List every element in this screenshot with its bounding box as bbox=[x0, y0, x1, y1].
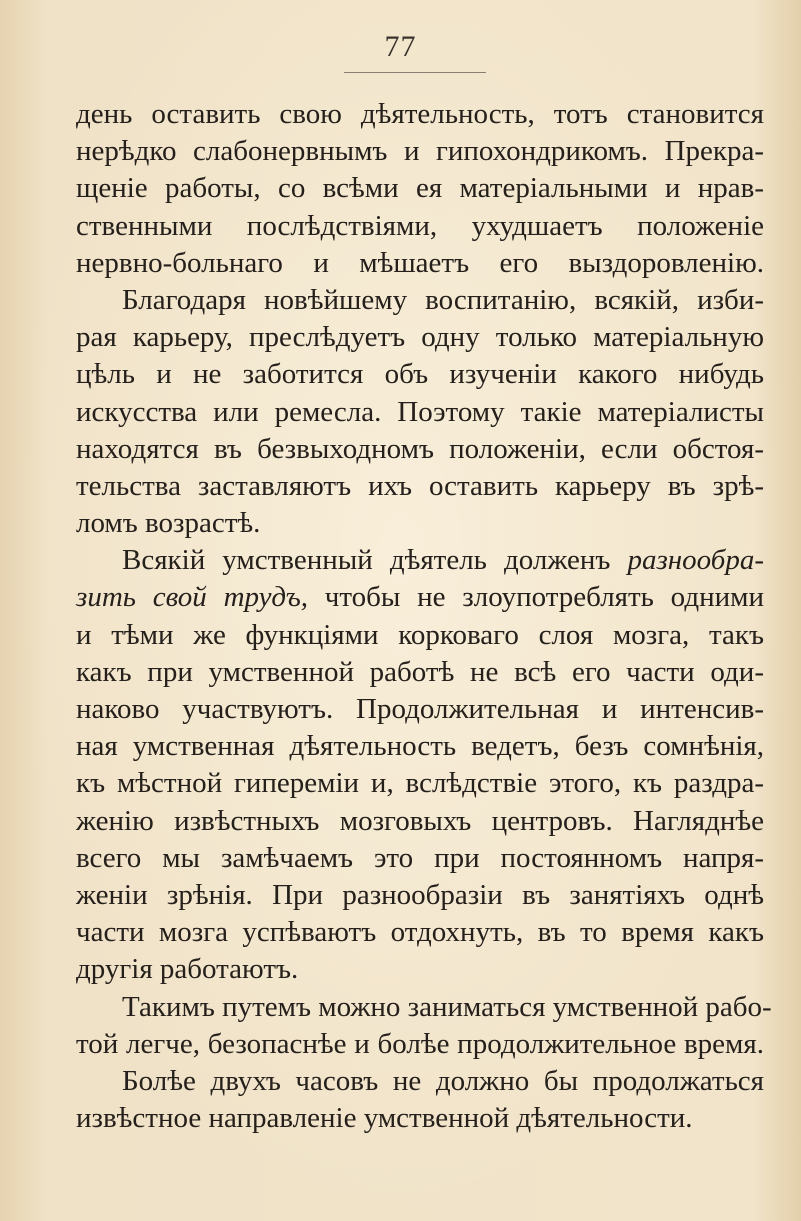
paragraph-first-line bbox=[76, 542, 764, 579]
emphasis-text: зить свой трудъ, bbox=[76, 581, 308, 614]
text-line: цѣль и не заботится объ изученіи какого нибудь bbox=[76, 358, 764, 391]
page-number: 77 bbox=[384, 30, 417, 63]
paragraph-first-line: Болѣе двухъ часовъ не должно бы продолжаться bbox=[122, 1064, 764, 1097]
text-line: другія работаютъ. bbox=[76, 953, 299, 986]
text-line bbox=[76, 579, 764, 616]
header-rule bbox=[344, 72, 486, 73]
text-line: ломъ возрастѣ. bbox=[76, 507, 261, 540]
text-line: женію извѣстныхъ мозговыхъ центровъ. Нагляднѣе bbox=[76, 804, 764, 837]
emphasis-text: разнообра- bbox=[627, 544, 764, 577]
text-line: нерѣдко слабонервнымъ и гипохондрикомъ. Прекра- bbox=[76, 135, 764, 168]
text-line: какъ при умственной работѣ не всѣ его части оди- bbox=[76, 655, 764, 688]
text-line: находятся въ безвыходномъ положеніи, если обстоя- bbox=[76, 432, 764, 465]
text-line: части мозга успѣваютъ отдохнуть, въ то время какъ bbox=[76, 916, 764, 949]
text-line: наково участвуютъ. Продолжительная и интенсив- bbox=[76, 693, 764, 725]
text-run: Всякій умственный дѣятель долженъ bbox=[122, 544, 628, 577]
text-line: нервно-больнаго и мѣшаетъ его выздоровленію. bbox=[76, 246, 764, 279]
text-line: всего мы замѣчаемъ это при постоянномъ напря- bbox=[76, 841, 764, 874]
text-line: ная умственная дѣятельность ведетъ, безъ сомнѣнія, bbox=[76, 730, 764, 763]
text-line: рая карьеру, преслѣдуетъ одну только матеріальную bbox=[76, 321, 764, 354]
paragraph-first-line: Благодаря новѣйшему воспитанію, всякій, изби- bbox=[122, 283, 764, 316]
body-text bbox=[76, 96, 772, 1137]
text-line: ственными послѣдствіями, ухудшаетъ положеніе bbox=[76, 209, 764, 242]
text-line: искусства или ремесла. Поэтому такіе матеріалисты bbox=[76, 395, 764, 428]
paragraph-first-line: Такимъ путемъ можно заниматься умственной рабо- bbox=[122, 990, 772, 1023]
text-line: тельства заставляютъ ихъ оставить карьеру въ зрѣ- bbox=[76, 469, 764, 502]
text-run: чтобы не злоупотреблять одними bbox=[308, 581, 764, 614]
text-line: женіи зрѣнія. При разнообразіи въ занятіяхъ однѣ bbox=[76, 878, 764, 911]
text-line: извѣстное направленіе умственной дѣятельности. bbox=[76, 1102, 693, 1135]
text-line: той легче, безопаснѣе и болѣе продолжительное время. bbox=[76, 1027, 764, 1060]
text-line: день оставить свою дѣятельность, тотъ становится bbox=[76, 98, 764, 130]
text-line: къ мѣстной гипереміи и, вслѣдствіе этого, къ раздра- bbox=[76, 767, 764, 800]
text-line: и тѣми же функціями корковаго слоя мозга, такъ bbox=[76, 618, 764, 651]
text-line: щеніе работы, со всѣми ея матеріальными и нрав- bbox=[76, 172, 764, 205]
